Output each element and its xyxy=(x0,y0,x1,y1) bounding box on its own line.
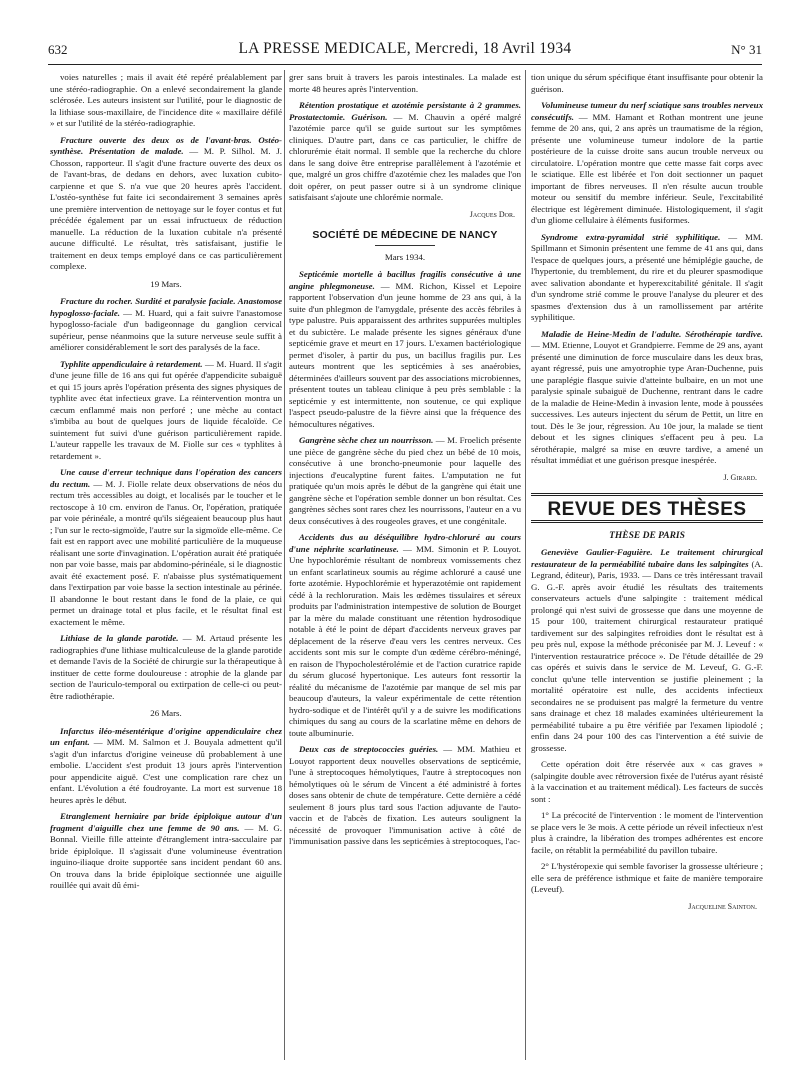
article-title: Une cause d'erreur technique dans l'opération des cancers du rectum. xyxy=(50,467,282,489)
column-3 xyxy=(531,72,763,918)
page-header xyxy=(48,38,762,65)
society-heading: SOCIÉTÉ DE MÉDECINE DE NANCY xyxy=(312,229,498,241)
article-text: — M. P. Silhol. M. J. Chosson, rapporteur. Il s'agit d'une fracture ouverte des deux os de l'avant-bras, de dedans en dehors, avec luxation cubito-carpienne et que S. n'a vue que 20 heures après l'accident. L'ostéo-synthèse fut faite ici secondairement 3 semaines après une première intervention de nettoyage sur le foyer contus et fut précédée également par un essai infructueux de réduction manuelle. La réduction de la luxation cubitale n'a présenté aucune difficulté. Le résultat, très satisfaisant, justifie le traitement en deux temps employé dans ce cas particulièrement complexe. xyxy=(50,146,282,271)
article-gangrene xyxy=(289,435,521,527)
article-title: Gangrène sèche chez un nourrisson. xyxy=(299,435,434,445)
page-number: 632 xyxy=(48,42,68,57)
paragraph: 2° L'hystéropexie qui semble favoriser la grossesse ultérieure ; elle sera de préférence isthmique et faite de manière temporaire (Leveuf). xyxy=(531,861,763,894)
article-title: Fracture du rocher. Surdité et paralysie faciale. Anastomose hypoglosso-faciale. xyxy=(50,296,282,318)
article-text: — M. G. Bonnal. Vieille fille atteinte d'étranglement intra-sacculaire par bride épiploïque. Il s'agissait d'une volumineuse éventration inguino-iliaque droite supportée sans incident pendant 60 ans. On trouva dans la bride épiploïque sectionnée une aiguille rouillée qui avait dû émi- xyxy=(50,822,282,890)
article-septicemie xyxy=(289,269,521,430)
section-heading: REVUE DES THÈSES xyxy=(547,499,747,520)
article-text: — MM. Richon, Kissel et Lepoire rapportent l'observation d'un jeune homme de 23 ans qui, à la suite d'un phlegmon de l'amygdale, présente des accès fébriles à type palustre. Puis apparaissent des arthrites suppurées multiples et du subictère. Le malade présente les signes généraux d'une septicémie grave et meurt en 17 jours. L'examen bactériologique permet d'isoler, à partir du pus, un bacillus fragilis pur. Les auteurs montrent que les septicémies à ses anaérobies, déterminées d'ailleurs souvent par des associations microbiennes, présentent toutes un tableau clinique à peu près semblable : la septicémie y est intermittente, non soutenue, ce qui explique l'aspect pseudo-palustre de la fièvre ainsi que la fréquence des hémocultures négatives. xyxy=(289,280,521,429)
article-text: — M. Artaud présente les radiographies d'une lithiase multicalculeuse de la glande parotide et demande l'avis de la Société de chirurgie sur la thérapeutique à instituer de cette forme douloureuse : atrophie de la glande par section de l'auriculo-temporal ou extirpation de celle-ci ou peut-être radiothérapie. xyxy=(50,633,282,701)
article-text: — M. Froelich présente une pièce de gangrène sèche du pied chez un bébé de 10 mois, consécutive à une broncho-pneumonie pour laquelle des injections d'eucalyptine furent faites. L'amputation ne fut pratiquée qu'un mois après le début de la gangrène qui était une gangrène sèche et l'opération semble donner un bon résultat. Ces gangrènes sèches sont rares chez les nourrissons, l'auteur en a vu deux consécutives à des rougeoles graves, et une congénitale. xyxy=(289,435,521,526)
column-1 xyxy=(50,72,282,897)
article-typhlite xyxy=(50,359,282,463)
article-text: — M. Huard, qui a fait suivre l'anastomose hypoglosso-faciale d'un badigeonnage du ganglion cervical supérieur, pense néanmoins que la suture nerveuse seule suffit à améliorer considérablement le sort des paralysés de la face. xyxy=(50,307,282,352)
article-title: Fracture ouverte des deux os de l'avant-bras. Ostéo-synthèse. Présentation de malade. xyxy=(50,134,282,156)
thesis-review xyxy=(531,547,763,754)
article-text: — MM. M. Salmon et J. Bouyala admettent qu'il s'agit d'un infarctus d'origine veineuse dû probablement à une embolie. L'accident s'est produit 13 jours après l'intervention pour appendicite aiguë. C'est une complication rare chez un enfant. L'évolution a été foudroyante. La mort est survenue 18 heures après le début. xyxy=(50,737,282,805)
article-title: Maladie de Heine-Medin de l'adulte. Sérothérapie tardive. xyxy=(541,328,763,339)
article-title: Rétention prostatique et azotémie persistante à 2 grammes. Prostatectomie. Guérison. xyxy=(289,100,521,122)
article-title: Septicémie mortelle à bacillus fragilis consécutive à une angine phlegmoneuse. xyxy=(289,269,521,291)
paragraph: tion unique du sérum spécifique étant insuffisante pour obtenir la guérison. xyxy=(531,72,763,94)
article-text: — MM. Hamant et Rothan montrent une jeune femme de 20 ans, qui, 2 ans après un traumatisme de la région, présente une volumineuse tumeur indolore de la partie postérieure de la cuisse droite sans aucun trouble nerveux ou circulatoire. L'opération montre que cette masse fait corps avec le sciatique. Elle est libérée et l'on doit sectionner un paquet important de fibres nerveuses. Il n'en résulte aucun trouble moteur ou sensitif du membre inférieur. Seule, l'excitabilité électrique est légèrement diminuée. Histologiquement, il s'agit d'un gliome cellulaire à éléments fusiformes. xyxy=(531,111,763,225)
article-text: — MM. Simonin et P. Louyot. Une hypochlorémie résultant de nombreux vomissements chez un enfant scarlatineux soumis au régime achloruré a causé une forte azotémie. Hypochlorémie et hyperazotémie ont rapidement cédé à la rechloruration. Mais les œdèmes tissulaires et séreux produits par l'administration intempestive de solution de Bourget par la mère du malade constituant une rétention hydrosodique notable à été le point de départ d'accidents nerveux graves par déplacement de la réserve d'eau vers les centres nerveux. Ces accidents sont mis sur le compte d'un œdème cérébro-méningé, en raison de l'hypocholestérolémie et de l'action curatrice rapide du sérum glucosé hypertonique. Les auteurs font ressortir la réalité du mécanisme de l'azotémie par manque de sel mis par beaucoup d'auteurs, la valeur expérimentale de cette rétention hydro-sodique et de l'intérêt qu'il y a de suivre les modifications chimiques du sang au cours de la scarlatine même en dehors de toute albuminurie. xyxy=(289,543,521,738)
divider xyxy=(375,245,435,246)
subsection-heading: THÈSE DE PARIS xyxy=(609,530,685,541)
article-fracture-avant-bras xyxy=(50,135,282,273)
article-desequilibre xyxy=(289,532,521,739)
paragraph: Cette opération doit être réservée aux « cas graves » (salpingite double avec rétroversion fixée de l'utérus ayant résisté à la vaccination et au traitement médical). Les facteurs de succès sont : xyxy=(531,759,763,804)
article-lithiase-parotide xyxy=(50,633,282,702)
article-retention-prostatique xyxy=(289,100,521,204)
session-date: 19 Mars. xyxy=(150,278,182,289)
article-tumeur-sciatique xyxy=(531,100,763,227)
article-text: — M. Chauvin a opéré malgré l'azotémie parce qu'il se guide surtout sur les symptômes cliniques. D'autre part, dans ce cas particulier, le chiffre de chlorurémie était normal. Il semble que la recherche du chlore dans le sang doive être entreprise parallèlement à l'azotémie et que, malgré un gros chiffre d'azotémie chez les malades que l'on doit opérer, on peut passer outre si à un syndrome clinique satisfaisant s'ajoute une chlorémie normale. xyxy=(289,111,522,202)
article-title: Etranglement herniaire par bride épiploïque autour d'un fragment d'aiguille chez une femme de 90 ans. xyxy=(50,811,282,833)
article-cancers-rectum xyxy=(50,467,282,628)
article-streptococcies xyxy=(289,744,521,848)
article-text: — MM. Etienne, Louyot et Grandpierre. Femme de 29 ans, ayant présenté une diminution de force musculaire dans les deux bras, ayant régressé, puis une amyotrophie type Aran-Duchenne, puis une paraplégie flasque suivie d'atteinte bulbaire, en un mot une paralysie spinale subaiguë de Duchenne, rentrant dans le cadre de la maladie de Heine-Medin à invasion lente, mode à poussées successives. Les auteurs injectent du sérum de Pettit, un litre en tout. Dès le 3e jour, régression. Au 10e jour, la malade se tient debout et les signes cliniques s'effacent peu à peu. La sérothérapie, malgré sa mise en œuvre tardive, a amené un résultat immédiat et une guérison presque inespérée. xyxy=(531,340,763,465)
article-title: Volumineuse tumeur du nerf sciatique sans troubles nerveux consécutifs. xyxy=(531,100,763,122)
paragraph: voies naturelles ; mais il avait été repéré préalablement par une stéréo-radiographie. On a enlevé secondairement la glande sclérosée. Les auteurs insistent sur l'utilité, pour le diagnostic de la lithiase sous-maxillaire, de l'incidence dite « maxillaire défilé » et sur l'utilité de la stéréo-radiographie. xyxy=(50,72,282,128)
article-text: — M. J. Fiolle relate deux observations de néos du rectum très accessibles au doigt, et localisés par le toucher et le rectoscope à 10 cm. environ de l'anus. Or, l'opération, pratiquée par voie périnéale, a montré qu'ils siégeaient beaucoup plus haut ; l'un sur le recto-sigmoïde, l'autre sur la sigmoïde elle-même. Ce fait est en rapport avec une mobilité particulière de la muqueuse réalisant une sorte d'invagination. L'opération aurait été pratiquée non par voie basse, mais par abdomino-périnéale, si le diagnostic avait été exactement posé. F. n'abaisse plus systématiquement dans l'extirpation par voie basse la section intestinale au périnée. Il abandonne le bout restant dans le fond de la plaie, ce qui permet un drainage total et plus facile, et le résultat final est exactement le même. xyxy=(50,478,283,627)
session-date: Mars 1934. xyxy=(384,251,426,262)
session-date: 26 Mars. xyxy=(150,708,182,718)
column-rule-1 xyxy=(284,70,285,1060)
paragraph: grer sans bruit à travers les parois intestinales. La malade est morte 48 heures après l'intervention. xyxy=(289,72,521,94)
article-title: Deux cas de streptococcies guéries. xyxy=(299,744,439,754)
article-infarctus xyxy=(50,726,282,807)
author-signature: J. Girard. xyxy=(723,472,757,482)
article-text: — M. Huard. Il s'agit d'une jeune fille de 16 ans qui fut opérée d'appendicite subaiguë et qui 15 jours après l'opération présenta des signes physiques de typhlite avec état infectieux grave. La réintervention montra un cæcum enflammé mais non perforé ; une mèche au contact s'imbiba au bout de quelques jours de liquide fécaloïde. Ce suintement fut suivi d'une guérison particulièrement rapide. L'auteur rappelle les travaux de M. Fiolle sur ces « typhlites à retardement ». xyxy=(50,358,283,461)
author-signature: Jacques Dor. xyxy=(469,209,515,219)
article-fracture-rocher xyxy=(50,296,282,354)
author-signature: Jacqueline Sainton. xyxy=(688,901,757,911)
article-title: Typhlite appendiculaire à retardement. xyxy=(60,358,203,369)
article-title: Lithiase de la glande parotide. xyxy=(60,633,179,643)
article-text: — MM. Mathieu et Louyot rapportent deux nouvelles observations de septicémie, l'une à streptocoques hémolytiques, l'autre à streptocoques non hémolytiques où le sérum de Vincent a été administré à fortes doses sans obtenir de chute de température. Cette dernière a cédé seulement 8 jours plus tard sous l'action adjuvante de l'auto-vaccin et de l'abcès de fixation. Les auteurs soulignent la nécessité de provoquer l'immunisation active à côté de l'immunisation passive dans les septicémies à streptocoques, l'ac- xyxy=(289,744,522,846)
article-etranglement-herniaire xyxy=(50,811,282,892)
paragraph: 1° La précocité de l'intervention : le moment de l'intervention se place vers le 3e mois. A cette période un réveil infectieux n'est plus à craindre, la libération des trompes adhérentes est encore facile, on rétablit la perméabilité du pavillon tubaire. xyxy=(531,810,763,855)
article-title: Accidents dus au déséquilibre hydro-chloruré au cours d'une néphrite scarlatineuse. xyxy=(289,532,521,554)
column-rule-2 xyxy=(525,70,526,1060)
article-text: — MM. Spillmann et Simonin présentent une femme de 41 ans qui, dans l'espace de quelques jours, a présenté une hémiplégie gauche, de l'hypertonie, du tremblement, du rire et du pleurer spasmodique avec salivation abondante et hyperexcitabilité génitale. Il s'agit d'un syndrome strié comme le prouve l'analyse du pleurer et des spasmes d'extension dus à un ramollissement par artérite syphilitique. xyxy=(531,231,763,322)
article-text: (A. Legrand, éditeur), Paris, 1933. — Dans ce très intéressant travail G. G.-F. après avoir étudié les résultats des traitements conservateurs actuels d'une salpingite : traitement médical prolongé qui n'est suivi de grossesse que dans une moyenne de 15 pour 100, traitement chirurgical restaurateur pratiqué tardivement sur des salpingites refroidies dont le résultat est à peu près nul, expose la méthode préconisée par M. J. Leveuf : « l'intervention restauratrice précoce ». De l'étude détaillée de 29 cas opérés et suivis dans le service de M. Leveuf, G. G.-F. conclut qu'une telle intervention se justifie pleinement ; la mortalité opératoire est nulle, des accidents infectieux secondaires ne se produisent pas malgré la fermeture du ventre sans drainage et chez 18 malades examinées ultérieurement la perméabilité tubaire a pu être vérifiée par l'examen lipiodolé ; enfin dans 24 pour 100 des cas l'intervention a été suivie de grossesse. xyxy=(531,558,763,753)
article-syndrome-extra-pyramidal xyxy=(531,232,763,324)
article-title: Syndrome extra-pyramidal strié syphilitique. xyxy=(541,231,721,242)
article-title: Infarctus iléo-mésentérique d'origine appendiculaire chez un enfant. xyxy=(50,725,282,747)
column-2 xyxy=(289,72,521,853)
journal-title: LA PRESSE MEDICALE, Mercredi, 18 Avril 1934 xyxy=(238,40,572,57)
article-heine-medin xyxy=(531,329,763,467)
issue-number: N° 31 xyxy=(731,42,762,57)
article-title: Geneviève Gaulier-Faguière. Le traitement chirurgical restaurateur de la perméabilité tubaire dans les salpingites xyxy=(531,547,763,569)
